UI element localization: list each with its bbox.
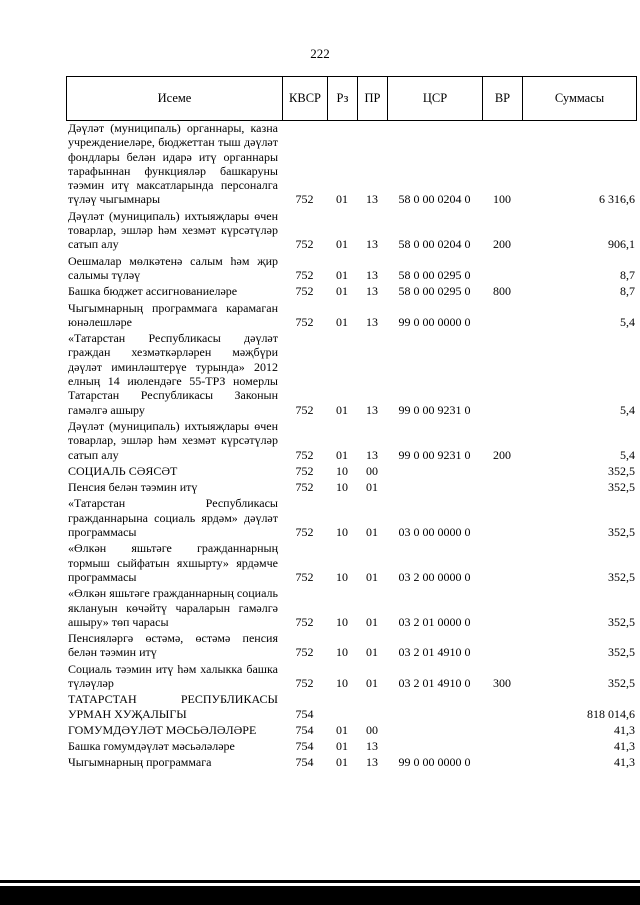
- cell-pr: 13: [366, 267, 378, 282]
- table-row: [66, 419, 637, 462]
- cell-sum: 352,5: [608, 675, 635, 690]
- page-number: 222: [310, 46, 330, 61]
- table-row: [66, 284, 637, 298]
- cell-rz: 01: [336, 314, 348, 329]
- cell-csr: 99 0 00 0000 0: [398, 755, 471, 770]
- cell-rz: 01: [336, 284, 348, 299]
- cell-pr: 00: [366, 463, 378, 478]
- table-row: [66, 739, 637, 753]
- cell-name: Социаль тәэмин итү һәм халыкка башка түләүләр: [68, 661, 278, 690]
- cell-vr: 200: [493, 237, 511, 252]
- cell-name: СОЦИАЛЬ СӘЯСӘТ: [68, 463, 178, 478]
- cell-pr: 01: [366, 614, 378, 629]
- header-name: Исеме: [67, 77, 283, 120]
- header-vr: ВР: [483, 77, 523, 120]
- cell-rz: 10: [336, 463, 348, 478]
- table-row: [66, 331, 637, 417]
- cell-kvsr: 752: [295, 192, 314, 207]
- cell-sum: 5,4: [620, 447, 635, 462]
- cell-vr: 100: [493, 192, 511, 207]
- cell-name: Дәүләт (муниципаль) ихтыяҗлары өчен товарлар, эшләр һәм хезмәт күрсәтүләр сатып алу: [68, 208, 278, 252]
- header-csr: ЦСР: [388, 77, 483, 120]
- cell-sum: 41,3: [614, 739, 635, 754]
- cell-name: Пенсия белән тәэмин итү: [68, 480, 198, 495]
- cell-name: «Татарстан Республикасы гражданнарына социаль ярдәм» дәүләт программасы: [68, 496, 278, 540]
- cell-sum: 352,5: [608, 645, 635, 660]
- cell-sum: 5,4: [620, 314, 635, 329]
- cell-pr: 13: [366, 447, 378, 462]
- cell-csr: 03 0 00 0000 0: [398, 525, 471, 540]
- header-sum: Суммасы: [554, 91, 605, 105]
- cell-kvsr: 752: [295, 447, 314, 462]
- cell-csr: 03 2 01 4910 0: [398, 645, 471, 660]
- cell-rz: 01: [336, 755, 348, 770]
- table-row: [66, 254, 637, 283]
- table-row: [66, 480, 637, 494]
- table-row: [66, 301, 637, 330]
- cell-pr: 00: [366, 722, 378, 737]
- cell-name: «Өлкән яшьтәге гражданнарның социаль яклануын көчәйтү чараларын гамәлгә ашыру» төп чарасы: [68, 586, 278, 629]
- cell-sum: 352,5: [608, 525, 635, 540]
- cell-rz: 01: [336, 739, 348, 754]
- header-rz: Рз: [328, 77, 358, 120]
- table-row: [66, 631, 637, 660]
- table-row: [66, 662, 637, 691]
- table-row: [66, 209, 637, 252]
- cell-pr: 13: [366, 192, 378, 207]
- cell-pr: 13: [366, 739, 378, 754]
- cell-kvsr: 752: [295, 645, 314, 660]
- cell-csr: 03 2 01 0000 0: [398, 614, 471, 629]
- header-pr: ПР: [358, 77, 388, 120]
- table-row: [66, 692, 637, 721]
- cell-sum: 352,5: [608, 480, 635, 495]
- cell-kvsr: 752: [295, 614, 314, 629]
- cell-pr: 01: [366, 645, 378, 660]
- cell-kvsr: 752: [295, 480, 314, 495]
- cell-kvsr: 754: [295, 755, 314, 770]
- cell-rz: 10: [336, 525, 348, 540]
- cell-sum: 41,3: [614, 755, 635, 770]
- table-header: [66, 76, 637, 121]
- cell-csr: 99 0 00 9231 0: [398, 402, 471, 417]
- cell-kvsr: 754: [295, 739, 314, 754]
- cell-kvsr: 754: [295, 706, 314, 721]
- cell-rz: 01: [336, 192, 348, 207]
- cell-rz: 10: [336, 614, 348, 629]
- scan-border: [0, 880, 640, 905]
- cell-name: Чыгымнарның программага карамаган юнәлешләре: [68, 300, 278, 329]
- cell-sum: 6 316,6: [599, 192, 635, 207]
- cell-csr: 58 0 00 0204 0: [398, 192, 471, 207]
- cell-kvsr: 752: [295, 284, 314, 299]
- cell-pr: 01: [366, 525, 378, 540]
- cell-name: Чыгымнарның программага: [68, 755, 212, 770]
- cell-name: Пенсияләргә өстәмә, өстәмә пенсия белән тәэмин итү: [68, 631, 278, 660]
- cell-kvsr: 752: [295, 675, 314, 690]
- cell-sum: 8,7: [620, 284, 635, 299]
- cell-rz: 10: [336, 480, 348, 495]
- cell-name: Дәүләт (муниципаль) ихтыяҗлары өчен товарлар, эшләр һәм хезмәт күрсәтүләр сатып алу: [68, 418, 278, 462]
- cell-sum: 352,5: [608, 614, 635, 629]
- cell-sum: 5,4: [620, 402, 635, 417]
- cell-name: Башка гомумдәүләт мәсьәләләре: [68, 739, 235, 754]
- table-row: [66, 496, 637, 539]
- cell-rz: 01: [336, 722, 348, 737]
- cell-sum: 352,5: [608, 569, 635, 584]
- cell-rz: 01: [336, 267, 348, 282]
- cell-pr: 01: [366, 480, 378, 495]
- cell-pr: 13: [366, 314, 378, 329]
- table-row: [66, 755, 637, 769]
- cell-rz: 10: [336, 645, 348, 660]
- cell-rz: 10: [336, 675, 348, 690]
- cell-csr: 03 2 01 4910 0: [398, 675, 471, 690]
- cell-sum: 352,5: [608, 463, 635, 478]
- cell-sum: 818 014,6: [587, 706, 635, 721]
- cell-pr: 13: [366, 402, 378, 417]
- table-body: [66, 121, 637, 770]
- cell-vr: 200: [493, 447, 511, 462]
- cell-csr: 99 0 00 0000 0: [398, 314, 471, 329]
- cell-kvsr: 752: [295, 525, 314, 540]
- cell-name: «Татарстан Республикасы дәүләт граждан хезмәткәрләрен мәҗбүри дәүләт иминләштерүе турында» 2012 елның 14 июлендәге 55-ТРЗ номерлы Татарстан Республикасы Законын гамәлгә ашыру: [68, 331, 278, 417]
- table-row: [66, 464, 637, 478]
- cell-kvsr: 752: [295, 569, 314, 584]
- table-row: [66, 723, 637, 737]
- cell-rz: 01: [336, 447, 348, 462]
- cell-sum: 906,1: [608, 237, 635, 252]
- cell-pr: 01: [366, 675, 378, 690]
- cell-pr: 13: [366, 755, 378, 770]
- cell-csr: 58 0 00 0204 0: [398, 237, 471, 252]
- cell-name: «Өлкән яшьтәге гражданнарның тормыш сыйфатын яхшырту» ярдәмче программасы: [68, 541, 278, 584]
- cell-csr: 03 2 00 0000 0: [398, 569, 471, 584]
- cell-name: ТАТАРСТАН РЕСПУБЛИКАСЫ УРМАН ХУҖАЛЫГЫ: [68, 692, 278, 721]
- cell-name: Оешмалар мөлкәтенә салым һәм җир салымы түләү: [68, 253, 278, 282]
- table-row: [66, 121, 637, 207]
- cell-csr: 99 0 00 9231 0: [398, 447, 471, 462]
- cell-rz: 10: [336, 569, 348, 584]
- cell-vr: 800: [493, 284, 511, 299]
- cell-kvsr: 752: [295, 314, 314, 329]
- cell-rz: 01: [336, 402, 348, 417]
- cell-csr: 58 0 00 0295 0: [398, 284, 471, 299]
- cell-pr: 13: [366, 284, 378, 299]
- cell-kvsr: 752: [295, 237, 314, 252]
- cell-sum: 8,7: [620, 267, 635, 282]
- cell-kvsr: 752: [295, 402, 314, 417]
- cell-csr: 58 0 00 0295 0: [398, 267, 471, 282]
- cell-rz: 01: [336, 237, 348, 252]
- cell-kvsr: 752: [295, 463, 314, 478]
- table-row: [66, 586, 637, 629]
- cell-kvsr: 754: [295, 722, 314, 737]
- cell-vr: 300: [493, 675, 511, 690]
- header-kvsr: КВСР: [283, 77, 328, 120]
- cell-pr: 13: [366, 237, 378, 252]
- cell-name: ГОМУМДӘҮЛӘТ МӘСЬӘЛӘЛӘРЕ: [68, 722, 257, 737]
- cell-pr: 01: [366, 569, 378, 584]
- table-row: [66, 541, 637, 584]
- cell-kvsr: 752: [295, 267, 314, 282]
- cell-sum: 41,3: [614, 722, 635, 737]
- cell-name: Дәүләт (муниципаль) органнары, казна учреждениеләре, бюджеттан тыш дәүләт фондлары белән идарә итү органнары тарафыннан функцияләр башкаруны тәэмин итү максатларында персоналга түләү чыгымнары: [68, 121, 278, 207]
- cell-name: Башка бюджет ассигнованиеләре: [68, 284, 238, 299]
